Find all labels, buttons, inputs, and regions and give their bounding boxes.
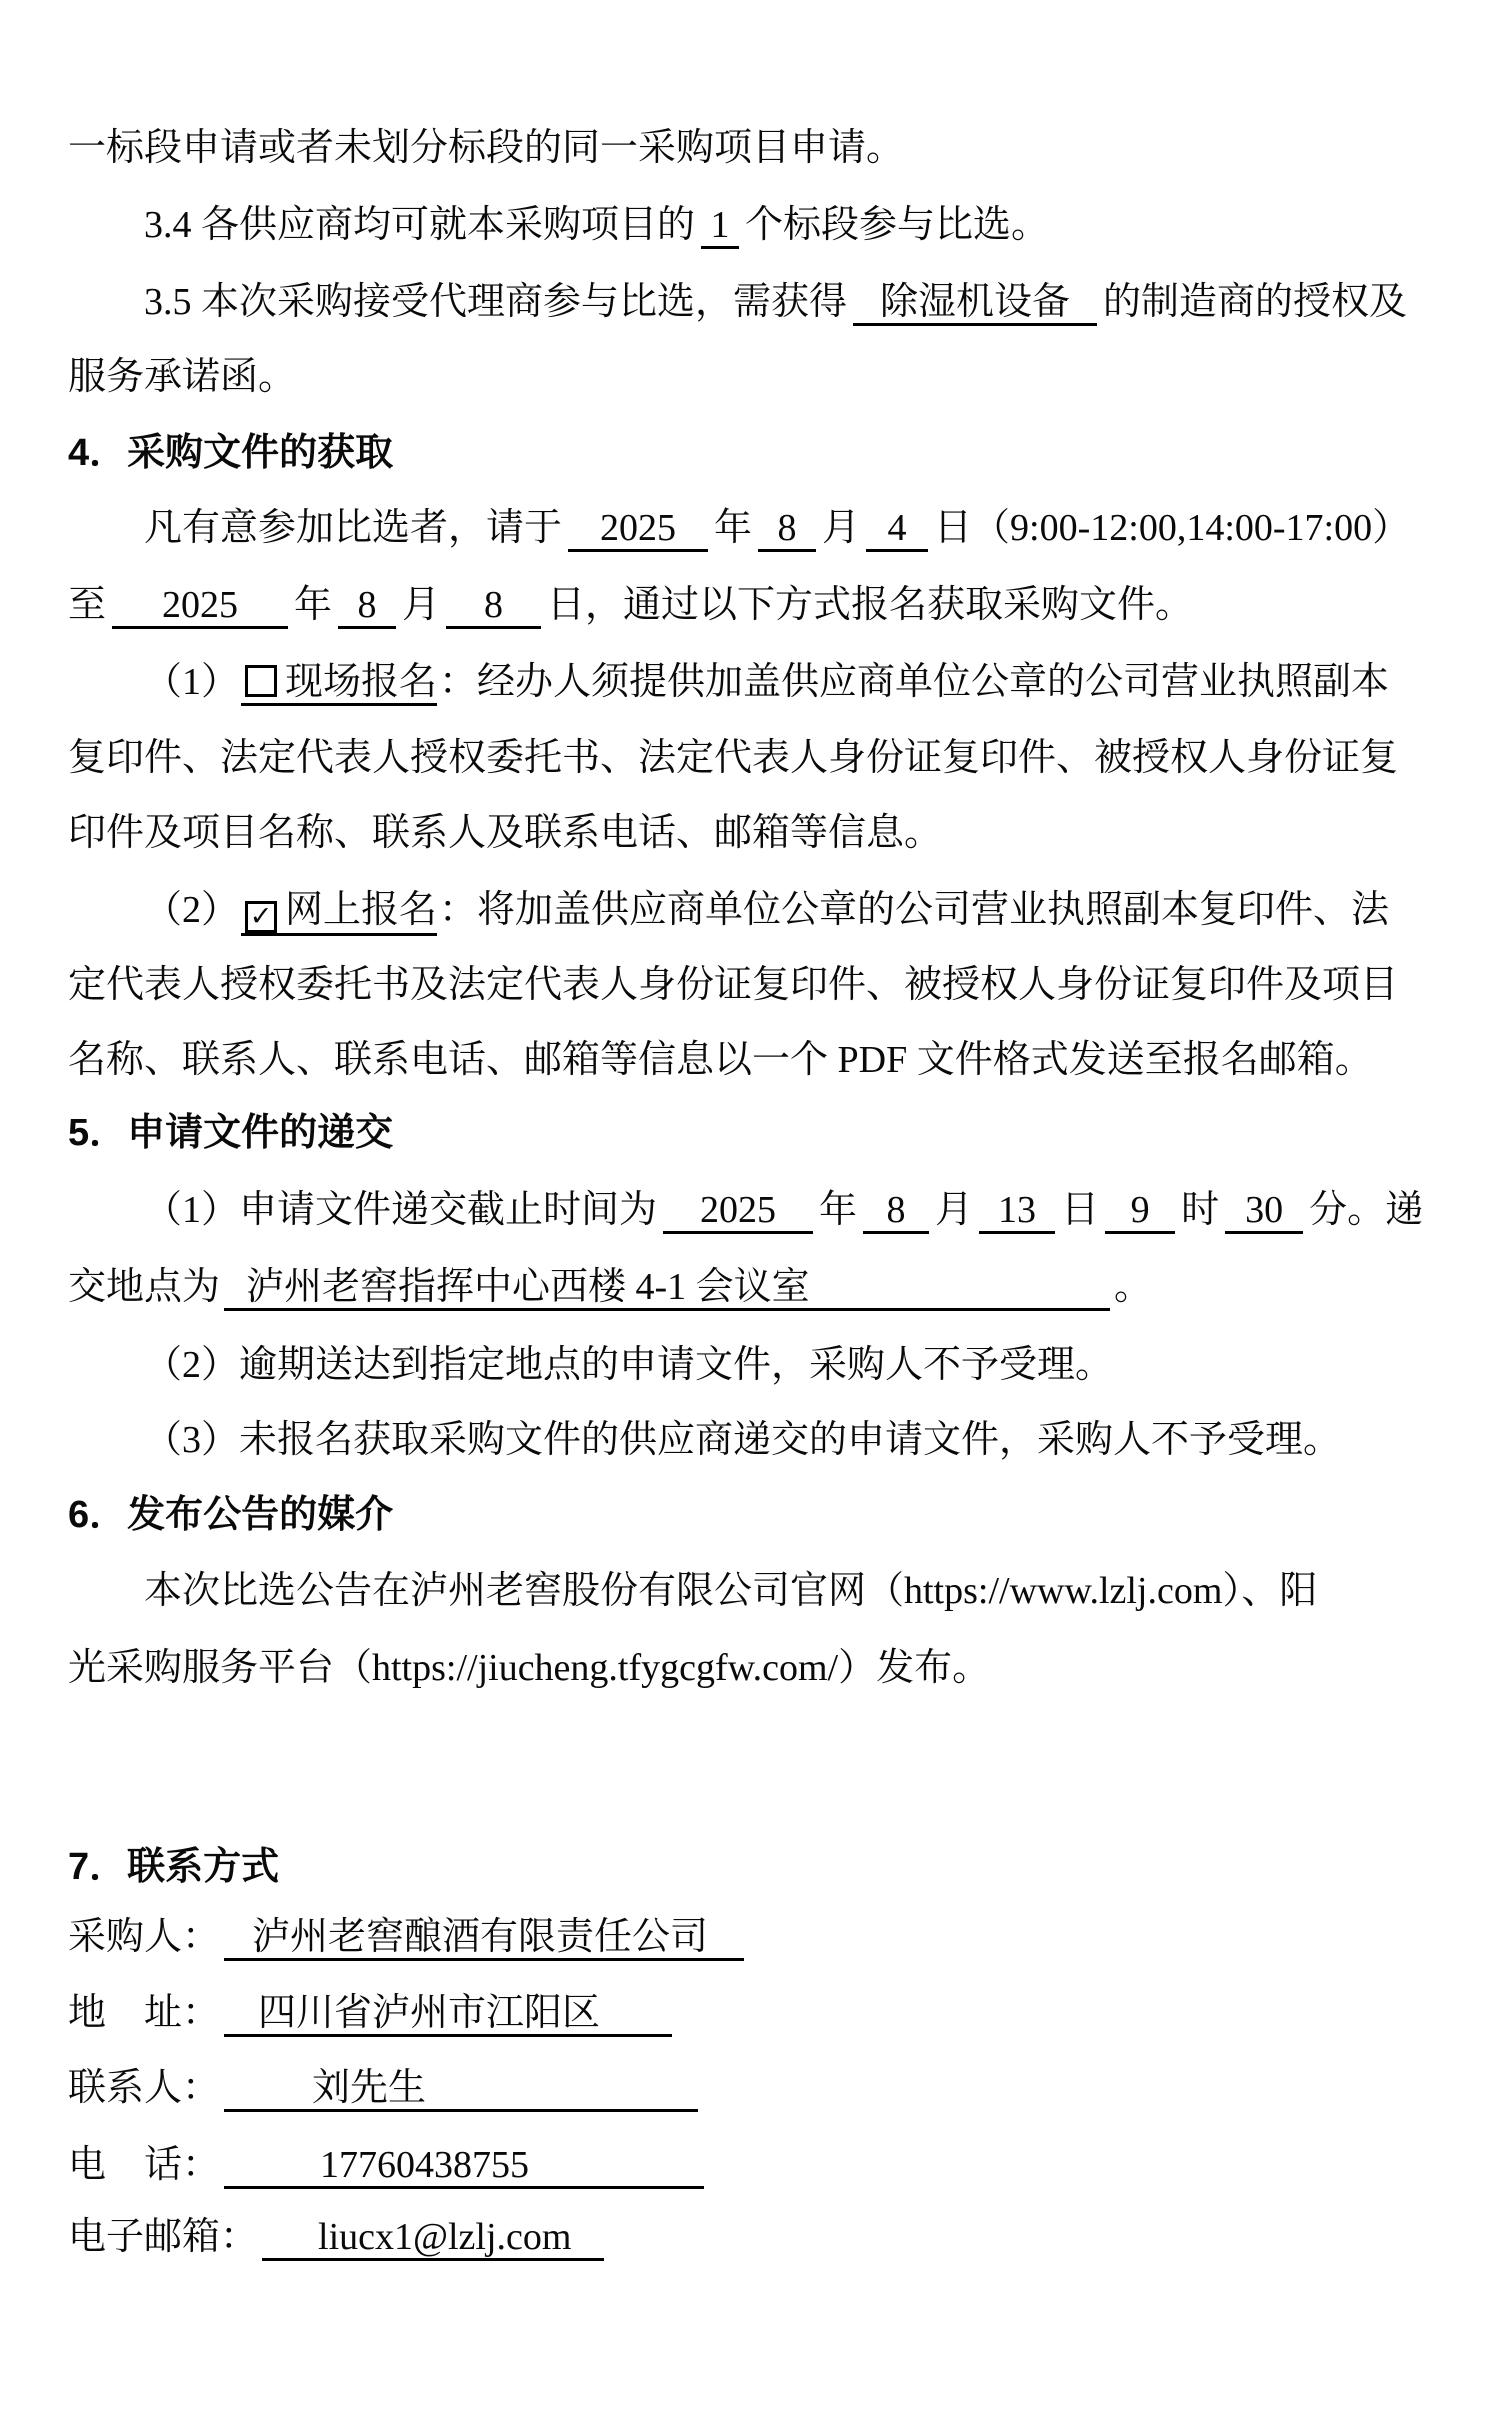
section4-item1-line1 [68, 657, 1444, 707]
fill-day: 8 [446, 584, 541, 629]
fill-month: 8 [758, 507, 816, 552]
section4-item2-line3: 名称、联系人、联系电话、邮箱等信息以一个 PDF 文件格式发送至报名邮箱。 [68, 1039, 1373, 1081]
clause-3-4-fill-lots: 1 [701, 204, 739, 249]
section4-intro-line1 [68, 503, 1444, 553]
buyer-row [68, 1912, 1444, 1962]
section4-heading: 4．采购文件的获取 [68, 432, 394, 474]
section6-line1: 本次比选公告在泸州老窖股份有限公司官网（https://www.lzlj.com）、阳 [144, 1570, 1318, 1612]
item-number: （1） [144, 661, 240, 703]
buyer-value: 泸州老窖酿酒有限责任公司 [224, 1916, 744, 1961]
text-run: 将加盖供应商单位公章的公司营业执照副本复印件、法 [477, 889, 1390, 931]
section4-item2-line1 [68, 885, 1444, 936]
text-run: 凡有意参加比选者，请于 [144, 507, 563, 549]
text-run: ： [439, 889, 478, 931]
contact-row [68, 2063, 1444, 2113]
section5-item2: （2）逾期送达到指定地点的申请文件，采购人不予受理。 [144, 1344, 1114, 1386]
fill-month: 8 [338, 584, 396, 629]
section4-intro-line2 [68, 580, 1444, 630]
section6-line2: 光采购服务平台（https://jiucheng.tfygcgfw.com/）发布。 [68, 1647, 991, 1689]
fill-hour: 9 [1105, 1189, 1175, 1234]
fill-month: 8 [863, 1189, 929, 1234]
fill-day: 4 [866, 507, 928, 552]
clause-3-5 [68, 277, 1444, 327]
email-value: liucx1@lzlj.com [262, 2216, 604, 2261]
section4-item1-line3: 印件及项目名称、联系人及联系电话、邮箱等信息。 [68, 812, 943, 854]
section5-item1-line1 [68, 1185, 1444, 1235]
clause-3-4 [68, 200, 1444, 250]
contact-value: 刘先生 [224, 2067, 698, 2112]
contact-label: 联系人： [68, 2067, 221, 2109]
checkbox-checked-icon [245, 901, 277, 933]
fill-year: 2025 [663, 1189, 813, 1234]
email-row [68, 2212, 1444, 2262]
fill-day: 13 [979, 1189, 1055, 1234]
label-text: 网上报名 [285, 889, 438, 931]
text-run: 分。递 [1309, 1189, 1424, 1231]
text-run: 年 [294, 584, 333, 626]
address-label: 地 址： [68, 1992, 221, 2034]
text-run: ： [439, 661, 478, 703]
section7-heading: 7．联系方式 [68, 1846, 280, 1888]
text-run: 日，通过以下方式报名获取采购文件。 [547, 584, 1194, 626]
phone-label: 电 话： [68, 2144, 221, 2186]
clause-3-5-line2: 服务承诺函。 [68, 356, 297, 398]
section4-item1-line2: 复印件、法定代表人授权委托书、法定代表人身份证复印件、被授权人身份证复 [68, 737, 1399, 779]
text-run: 月 [822, 507, 861, 549]
text-run: 交地点为 [68, 1266, 221, 1308]
text-run: 日 [1061, 1189, 1100, 1231]
paragraph-intro-tail: 一标段申请或者未划分标段的同一采购项目申请。 [68, 127, 905, 169]
section6-heading: 6．发布公告的媒介 [68, 1494, 394, 1536]
text-run: 。 [1114, 1266, 1153, 1308]
fill-year: 2025 [568, 507, 708, 552]
fill-year: 2025 [112, 584, 288, 629]
onsite-registration-label [241, 661, 437, 706]
clause-3-5-text: 3.5 本次采购接受代理商参与比选，需获得 [144, 281, 848, 323]
clause-3-4-text: 3.4 各供应商均可就本采购项目的 [144, 204, 696, 246]
check-glyph: ✓ [249, 901, 273, 932]
email-label: 电子邮箱： [68, 2216, 259, 2258]
buyer-label: 采购人： [68, 1916, 221, 1958]
text-run: （1）申请文件递交截止时间为 [144, 1189, 658, 1231]
section5-item1-line2 [68, 1262, 1444, 1312]
text-run: 日（9:00-12:00,14:00-17:00） [934, 507, 1411, 549]
section4-item2-line2: 定代表人授权委托书及法定代表人身份证复印件、被授权人身份证复印件及项目 [68, 964, 1399, 1006]
text-run: 时 [1181, 1189, 1220, 1231]
text-run: 月 [935, 1189, 974, 1231]
phone-row [68, 2140, 1444, 2190]
label-text: 现场报名 [285, 661, 438, 703]
text-run: 年 [819, 1189, 858, 1231]
item-number: （2） [144, 889, 240, 931]
section5-item3: （3）未报名获取采购文件的供应商递交的申请文件，采购人不予受理。 [144, 1419, 1342, 1461]
address-row [68, 1988, 1444, 2038]
checkbox-unchecked-icon [245, 665, 277, 697]
clause-3-4-text-end: 个标段参与比选。 [745, 204, 1050, 246]
address-value: 四川省泸州市江阳区 [224, 1992, 672, 2037]
online-registration-label [241, 889, 437, 936]
fill-submission-location: 泸州老窖指挥中心西楼 4-1 会议室 [224, 1266, 1110, 1311]
fill-minute: 30 [1225, 1189, 1303, 1234]
text-run: 经办人须提供加盖供应商单位公章的公司营业执照副本 [477, 661, 1390, 703]
text-run: 年 [714, 507, 753, 549]
clause-3-5-text-end: 的制造商的授权及 [1103, 281, 1408, 323]
text-run: 月 [402, 584, 441, 626]
phone-value: 17760438755 [224, 2144, 704, 2189]
text-run: 至 [68, 584, 107, 626]
section5-heading: 5．申请文件的递交 [68, 1112, 394, 1154]
clause-3-5-fill-equipment: 除湿机设备 [853, 281, 1097, 326]
